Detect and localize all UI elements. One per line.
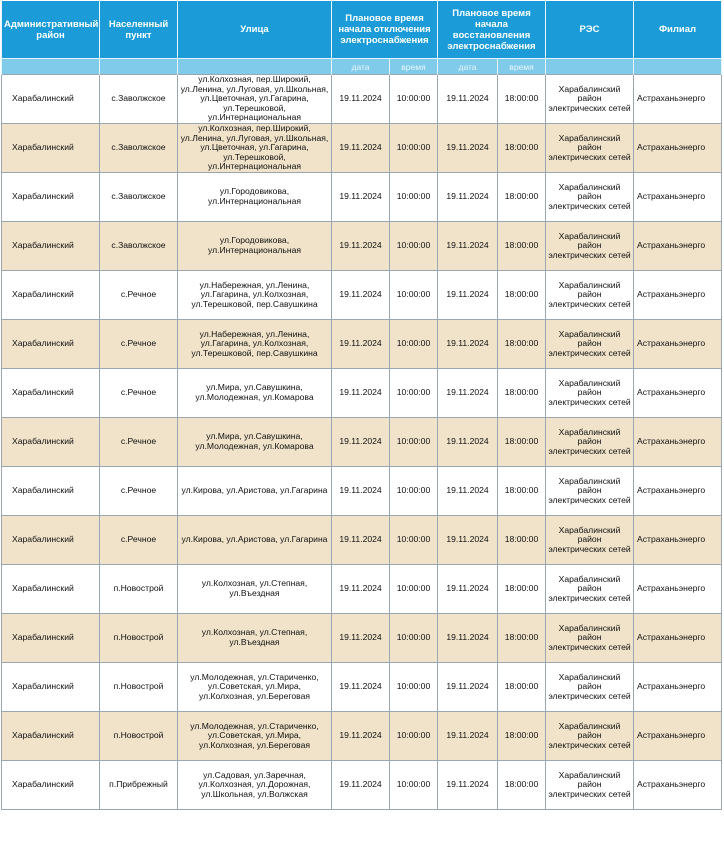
cell-on-date: 19.11.2024 — [438, 761, 498, 810]
cell-filial: Астраханьэнерго — [634, 124, 722, 173]
subheader-on-date: дата — [438, 59, 498, 75]
cell-raion: Харабалинский — [2, 320, 100, 369]
cell-off-time: 10:00:00 — [390, 320, 438, 369]
table-row — [2, 173, 722, 222]
cell-punkt: с.Речное — [100, 516, 178, 565]
cell-punkt: с.Речное — [100, 467, 178, 516]
cell-punkt: п.Новострой — [100, 565, 178, 614]
cell-res: Харабалинский район электрических сетей — [546, 75, 634, 124]
header-on-time: Плановое время начала восстановления электроснабжения — [438, 1, 546, 59]
cell-street: ул.Колхозная, пер.Широкий, ул.Ленина, ул.Луговая, ул.Школьная, ул.Цветочная, ул.Гагарина, ул.Терешковой, ул.Интернациональная — [178, 124, 332, 173]
cell-off-time: 10:00:00 — [390, 369, 438, 418]
cell-raion: Харабалинский — [2, 124, 100, 173]
cell-off-date: 19.11.2024 — [332, 712, 390, 761]
table-row — [2, 614, 722, 663]
cell-raion: Харабалинский — [2, 565, 100, 614]
cell-filial: Астраханьэнерго — [634, 516, 722, 565]
cell-on-time: 18:00:00 — [498, 222, 546, 271]
cell-filial: Астраханьэнерго — [634, 75, 722, 124]
cell-res: Харабалинский район электрических сетей — [546, 418, 634, 467]
cell-street: ул.Кирова, ул.Аристова, ул.Гагарина — [178, 516, 332, 565]
cell-on-date: 19.11.2024 — [438, 222, 498, 271]
cell-raion: Харабалинский — [2, 75, 100, 124]
cell-punkt: п.Новострой — [100, 663, 178, 712]
table-row — [2, 222, 722, 271]
cell-off-time: 10:00:00 — [390, 418, 438, 467]
cell-street: ул.Садовая, ул.Заречная, ул.Колхозная, ул.Дорожная, ул.Школьная, ул.Волжская — [178, 761, 332, 810]
cell-raion: Харабалинский — [2, 418, 100, 467]
table-row — [2, 320, 722, 369]
cell-filial: Астраханьэнерго — [634, 271, 722, 320]
table-row — [2, 663, 722, 712]
cell-on-time: 18:00:00 — [498, 663, 546, 712]
cell-off-date: 19.11.2024 — [332, 761, 390, 810]
header-res: РЭС — [546, 1, 634, 59]
cell-off-date: 19.11.2024 — [332, 173, 390, 222]
cell-filial: Астраханьэнерго — [634, 565, 722, 614]
cell-res: Харабалинский район электрических сетей — [546, 369, 634, 418]
cell-on-date: 19.11.2024 — [438, 418, 498, 467]
cell-filial: Астраханьэнерго — [634, 369, 722, 418]
cell-off-date: 19.11.2024 — [332, 467, 390, 516]
cell-res: Харабалинский район электрических сетей — [546, 712, 634, 761]
subheader-empty — [634, 59, 722, 75]
cell-on-date: 19.11.2024 — [438, 271, 498, 320]
cell-on-date: 19.11.2024 — [438, 663, 498, 712]
cell-punkt: с.Речное — [100, 418, 178, 467]
cell-res: Харабалинский район электрических сетей — [546, 124, 634, 173]
cell-on-time: 18:00:00 — [498, 418, 546, 467]
cell-filial: Астраханьэнерго — [634, 222, 722, 271]
subheader-empty — [178, 59, 332, 75]
header-filial: Филиал — [634, 1, 722, 59]
cell-off-time: 10:00:00 — [390, 124, 438, 173]
cell-on-time: 18:00:00 — [498, 614, 546, 663]
cell-on-date: 19.11.2024 — [438, 467, 498, 516]
cell-off-date: 19.11.2024 — [332, 516, 390, 565]
cell-off-time: 10:00:00 — [390, 75, 438, 124]
cell-raion: Харабалинский — [2, 761, 100, 810]
cell-filial: Астраханьэнерго — [634, 418, 722, 467]
cell-on-time: 18:00:00 — [498, 271, 546, 320]
cell-res: Харабалинский район электрических сетей — [546, 320, 634, 369]
cell-street: ул.Молодежная, ул.Стариченко, ул.Советская, ул.Мира, ул.Колхозная, ул.Береговая — [178, 712, 332, 761]
cell-punkt: с.Речное — [100, 320, 178, 369]
subheader-on-time: время — [498, 59, 546, 75]
subheader-empty — [546, 59, 634, 75]
cell-punkt: с.Заволжское — [100, 75, 178, 124]
table-row — [2, 565, 722, 614]
cell-street: ул.Мира, ул.Савушкина, ул.Молодежная, ул.Комарова — [178, 418, 332, 467]
cell-off-date: 19.11.2024 — [332, 369, 390, 418]
cell-street: ул.Колхозная, ул.Степная, ул.Въездная — [178, 614, 332, 663]
cell-on-time: 18:00:00 — [498, 565, 546, 614]
cell-on-time: 18:00:00 — [498, 320, 546, 369]
outage-table — [1, 1, 722, 810]
cell-off-date: 19.11.2024 — [332, 222, 390, 271]
cell-street: ул.Городовикова, ул.Интернациональная — [178, 173, 332, 222]
cell-punkt: п.Новострой — [100, 614, 178, 663]
subheader-empty — [100, 59, 178, 75]
cell-filial: Астраханьэнерго — [634, 712, 722, 761]
cell-on-time: 18:00:00 — [498, 173, 546, 222]
cell-street: ул.Колхозная, пер.Широкий, ул.Ленина, ул.Луговая, ул.Школьная, ул.Цветочная, ул.Гагарина, ул.Терешковой, ул.Интернациональная — [178, 75, 332, 124]
cell-on-time: 18:00:00 — [498, 712, 546, 761]
cell-off-time: 10:00:00 — [390, 271, 438, 320]
cell-raion: Харабалинский — [2, 369, 100, 418]
table-row — [2, 712, 722, 761]
cell-res: Харабалинский район электрических сетей — [546, 271, 634, 320]
table-row — [2, 467, 722, 516]
header-punkt: Населенный пункт — [100, 1, 178, 59]
cell-res: Харабалинский район электрических сетей — [546, 565, 634, 614]
table-row — [2, 418, 722, 467]
cell-filial: Астраханьэнерго — [634, 173, 722, 222]
table-row — [2, 761, 722, 810]
table-row — [2, 124, 722, 173]
cell-off-time: 10:00:00 — [390, 761, 438, 810]
cell-off-time: 10:00:00 — [390, 663, 438, 712]
table-row — [2, 369, 722, 418]
header-raion: Административный район — [2, 1, 100, 59]
cell-on-date: 19.11.2024 — [438, 516, 498, 565]
cell-off-date: 19.11.2024 — [332, 663, 390, 712]
subheader-empty — [2, 59, 100, 75]
cell-off-time: 10:00:00 — [390, 173, 438, 222]
cell-res: Харабалинский район электрических сетей — [546, 761, 634, 810]
cell-res: Харабалинский район электрических сетей — [546, 222, 634, 271]
cell-on-date: 19.11.2024 — [438, 614, 498, 663]
cell-res: Харабалинский район электрических сетей — [546, 173, 634, 222]
cell-street: ул.Набережная, ул.Ленина, ул.Гагарина, ул.Колхозная, ул.Терешковой, пер.Савушкина — [178, 320, 332, 369]
cell-off-date: 19.11.2024 — [332, 565, 390, 614]
cell-filial: Астраханьэнерго — [634, 320, 722, 369]
subheader-off-date: дата — [332, 59, 390, 75]
cell-off-date: 19.11.2024 — [332, 271, 390, 320]
cell-off-date: 19.11.2024 — [332, 124, 390, 173]
cell-raion: Харабалинский — [2, 222, 100, 271]
cell-off-time: 10:00:00 — [390, 467, 438, 516]
cell-raion: Харабалинский — [2, 516, 100, 565]
cell-punkt: п.Новострой — [100, 712, 178, 761]
cell-off-date: 19.11.2024 — [332, 418, 390, 467]
cell-punkt: с.Речное — [100, 271, 178, 320]
cell-on-time: 18:00:00 — [498, 124, 546, 173]
cell-res: Харабалинский район электрических сетей — [546, 467, 634, 516]
cell-off-time: 10:00:00 — [390, 712, 438, 761]
cell-off-date: 19.11.2024 — [332, 320, 390, 369]
cell-raion: Харабалинский — [2, 173, 100, 222]
cell-street: ул.Кирова, ул.Аристова, ул.Гагарина — [178, 467, 332, 516]
header-street: Улица — [178, 1, 332, 59]
cell-off-time: 10:00:00 — [390, 516, 438, 565]
cell-punkt: с.Речное — [100, 369, 178, 418]
cell-street: ул.Набережная, ул.Ленина, ул.Гагарина, ул.Колхозная, ул.Терешковой, пер.Савушкина — [178, 271, 332, 320]
cell-street: ул.Молодежная, ул.Стариченко, ул.Советская, ул.Мира, ул.Колхозная, ул.Береговая — [178, 663, 332, 712]
cell-res: Харабалинский район электрических сетей — [546, 516, 634, 565]
table-body — [2, 75, 722, 810]
cell-off-time: 10:00:00 — [390, 565, 438, 614]
cell-punkt: п.Прибрежный — [100, 761, 178, 810]
cell-on-time: 18:00:00 — [498, 516, 546, 565]
cell-filial: Астраханьэнерго — [634, 663, 722, 712]
cell-off-date: 19.11.2024 — [332, 75, 390, 124]
cell-on-date: 19.11.2024 — [438, 124, 498, 173]
cell-raion: Харабалинский — [2, 614, 100, 663]
cell-on-time: 18:00:00 — [498, 75, 546, 124]
cell-raion: Харабалинский — [2, 663, 100, 712]
cell-raion: Харабалинский — [2, 712, 100, 761]
cell-off-time: 10:00:00 — [390, 222, 438, 271]
subheader-off-time: время — [390, 59, 438, 75]
table-row — [2, 271, 722, 320]
cell-filial: Астраханьэнерго — [634, 614, 722, 663]
table-row — [2, 75, 722, 124]
cell-punkt: с.Заволжское — [100, 124, 178, 173]
cell-street: ул.Городовикова, ул.Интернациональная — [178, 222, 332, 271]
cell-off-time: 10:00:00 — [390, 614, 438, 663]
cell-res: Харабалинский район электрических сетей — [546, 614, 634, 663]
cell-on-date: 19.11.2024 — [438, 369, 498, 418]
table-row — [2, 516, 722, 565]
cell-on-date: 19.11.2024 — [438, 75, 498, 124]
cell-on-date: 19.11.2024 — [438, 320, 498, 369]
cell-punkt: с.Заволжское — [100, 173, 178, 222]
cell-street: ул.Мира, ул.Савушкина, ул.Молодежная, ул.Комарова — [178, 369, 332, 418]
cell-punkt: с.Заволжское — [100, 222, 178, 271]
cell-raion: Харабалинский — [2, 467, 100, 516]
cell-street: ул.Колхозная, ул.Степная, ул.Въездная — [178, 565, 332, 614]
cell-raion: Харабалинский — [2, 271, 100, 320]
cell-off-date: 19.11.2024 — [332, 614, 390, 663]
cell-on-time: 18:00:00 — [498, 761, 546, 810]
cell-res: Харабалинский район электрических сетей — [546, 663, 634, 712]
cell-on-date: 19.11.2024 — [438, 712, 498, 761]
cell-on-date: 19.11.2024 — [438, 565, 498, 614]
cell-on-time: 18:00:00 — [498, 467, 546, 516]
cell-on-date: 19.11.2024 — [438, 173, 498, 222]
cell-filial: Астраханьэнерго — [634, 467, 722, 516]
cell-filial: Астраханьэнерго — [634, 761, 722, 810]
header-off-time: Плановое время начала отключения электроснабжения — [332, 1, 438, 59]
table-header — [2, 1, 722, 75]
cell-on-time: 18:00:00 — [498, 369, 546, 418]
